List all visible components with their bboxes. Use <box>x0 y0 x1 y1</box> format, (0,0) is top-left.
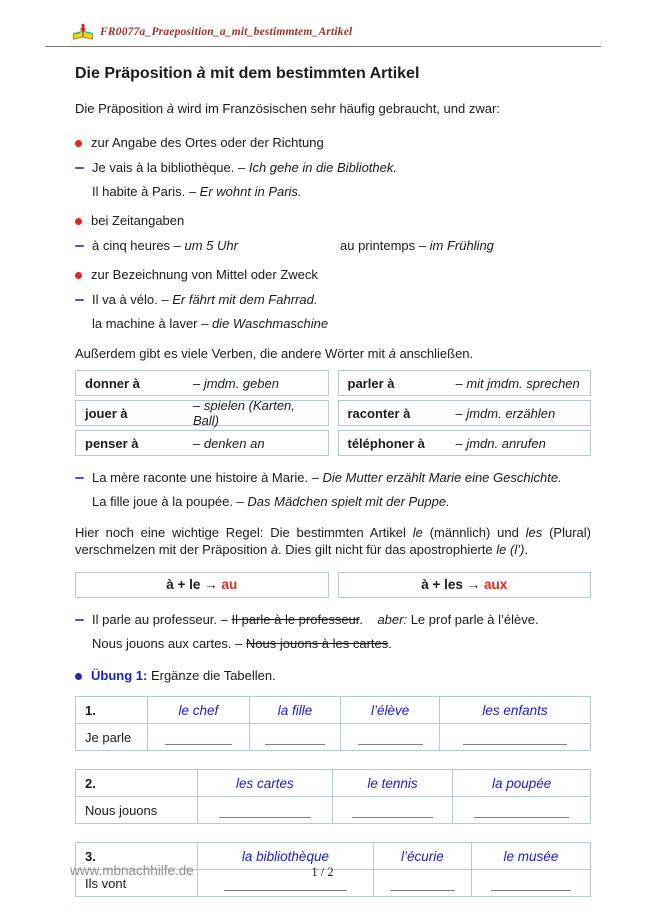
table-header-cell: les cartes <box>198 770 333 797</box>
verb-fr: téléphoner à <box>347 435 425 451</box>
red-bullet-icon <box>75 140 82 147</box>
example-line <box>75 612 591 628</box>
answer-cell <box>249 724 341 751</box>
verb-de: – mit jmdm. sprechen <box>455 375 580 391</box>
worksheet-content <box>75 64 591 915</box>
red-bullet-icon <box>75 272 82 279</box>
subject-cell: Je parle <box>76 724 148 751</box>
table-header-cell: le chef <box>148 697 250 724</box>
answer-blank <box>265 738 325 745</box>
table-number: 1. <box>76 697 148 724</box>
verb-fr: raconter à <box>347 405 411 421</box>
example-text: au printemps – im Frühling <box>340 238 494 253</box>
verb-tables <box>75 370 591 460</box>
header-row <box>76 697 591 724</box>
bullet-usage-means <box>75 267 591 283</box>
answer-row <box>76 724 591 751</box>
example-text: à cinq heures – um 5 Uhr <box>92 238 238 253</box>
answer-cell <box>440 724 591 751</box>
example-text: La fille joue à la poupée. – Das Mädchen spielt mit der Puppe. <box>92 494 450 509</box>
page-title: Die Präposition à mit dem bestimmten Artikel <box>75 65 420 82</box>
exercise-table-1 <box>75 696 591 751</box>
example-text: Il va à vélo. – Er fährt mit dem Fahrrad. <box>92 292 318 307</box>
table-header-cell: les enfants <box>440 697 591 724</box>
verb-row <box>338 370 592 396</box>
contraction-box-aux: à + les → aux <box>338 572 592 598</box>
verb-fr: parler à <box>347 375 395 391</box>
verb-fr: penser à <box>85 435 139 451</box>
intro-paragraph: Die Präposition à wird im Französischen sehr häufig gebraucht, und zwar: <box>75 101 500 116</box>
header-divider <box>45 46 601 47</box>
example-line <box>75 494 591 510</box>
verb-de: – jmdm. geben <box>193 375 279 391</box>
dash-marker-icon <box>75 299 84 301</box>
contraction-boxes <box>75 572 591 598</box>
answer-cell <box>198 797 333 824</box>
bullet-label: bei Zeitangaben <box>91 213 185 228</box>
red-bullet-icon <box>75 218 82 225</box>
answer-blank <box>358 738 423 745</box>
footer-website: www.mbnachhilfe.de <box>70 863 194 878</box>
example-text: Nous jouons aux cartes. – Nous jouons à les cartes. <box>92 636 392 651</box>
example-line <box>75 470 591 486</box>
bullet-usage-time <box>75 213 591 229</box>
exercise-table-2 <box>75 769 591 824</box>
answer-blank <box>491 884 572 891</box>
answer-blank <box>165 738 232 745</box>
dash-marker-icon <box>75 167 84 169</box>
header-row <box>76 770 591 797</box>
answer-cell <box>148 724 250 751</box>
verb-row <box>75 400 329 426</box>
dash-marker-icon <box>75 245 84 247</box>
example-line <box>75 184 591 200</box>
bullet-usage-place <box>75 135 591 151</box>
table-header-cell: le tennis <box>332 770 453 797</box>
answer-blank <box>390 884 455 891</box>
table-header-cell: la poupée <box>453 770 591 797</box>
bullet-label: zur Bezeichnung von Mittel oder Zweck <box>91 267 318 282</box>
example-line <box>75 316 591 332</box>
table-header-cell: l’élève <box>341 697 440 724</box>
rule-paragraph: Hier noch eine wichtige Regel: Die bestimmten Artikel le (männlich) und les (Plural) verschmelzen mit der Präposition à. Dies gilt nicht für das apostrophierte le (l’). <box>75 525 592 557</box>
document-filename: FR0077a_Praeposition_a_mit_bestimmtem_Artikel <box>100 26 353 38</box>
example-text: Il habite à Paris. – Er wohnt in Paris. <box>92 184 302 199</box>
example-line <box>75 238 591 254</box>
verb-row <box>75 430 329 456</box>
subject-cell: Ils vont <box>76 870 198 897</box>
verb-row <box>338 430 592 456</box>
verbs-intro: Außerdem gibt es viele Verben, die andere Wörter mit à anschließen. <box>75 346 474 361</box>
table-number: 3. <box>76 843 198 870</box>
table-header-cell: le musée <box>471 843 590 870</box>
answer-cell <box>341 724 440 751</box>
example-text: La mère raconte une histoire à Marie. – Die Mutter erzählt Marie eine Geschichte. <box>92 470 562 485</box>
answer-blank <box>474 811 569 818</box>
footer-page-number: 1 / 2 <box>311 865 334 879</box>
verb-de: – jmdm. erzählen <box>455 405 556 421</box>
subject-cell: Nous jouons <box>76 797 198 824</box>
verb-de: – spielen (Karten, Ball) <box>193 398 295 428</box>
answer-row <box>76 797 591 824</box>
exercise-heading <box>75 668 591 684</box>
answer-cell <box>453 797 591 824</box>
table-header-cell: la fille <box>249 697 341 724</box>
table-header-cell: l’écurie <box>373 843 471 870</box>
bullet-label: zur Angabe des Ortes oder der Richtung <box>91 135 324 150</box>
verb-fr: donner à <box>85 375 140 391</box>
example-line <box>75 160 591 176</box>
answer-blank <box>463 738 568 745</box>
example-text: Je vais à la bibliothèque. – Ich gehe in die Bibliothek. <box>92 160 397 175</box>
answer-blank <box>352 811 434 818</box>
dash-marker-icon <box>75 477 84 479</box>
answer-blank <box>219 811 312 818</box>
verb-de: – jmdn. anrufen <box>455 435 546 451</box>
example-text: Il parle au professeur. – Il parle à le professeur. aber: Le prof parle à l’élève. <box>92 612 539 627</box>
blue-bullet-icon <box>75 673 82 680</box>
example-line <box>75 636 591 652</box>
answer-blank <box>224 884 348 891</box>
example-line <box>75 292 591 308</box>
table-number: 2. <box>76 770 198 797</box>
verb-table-right <box>338 370 592 460</box>
verb-table-left <box>75 370 329 460</box>
verb-row <box>75 370 329 396</box>
contraction-box-au: à + le → au <box>75 572 329 598</box>
verb-de: – denken an <box>193 435 265 451</box>
example-text: la machine à laver – die Waschmaschine <box>92 316 329 331</box>
exercise-heading-text: Übung 1: Ergänze die Tabellen. <box>91 668 276 683</box>
verb-fr: jouer à <box>85 405 128 421</box>
dash-marker-icon <box>75 619 84 621</box>
table-header-cell: la bibliothèque <box>198 843 374 870</box>
answer-cell <box>332 797 453 824</box>
open-book-logo-icon <box>72 23 94 41</box>
verb-row <box>338 400 592 426</box>
